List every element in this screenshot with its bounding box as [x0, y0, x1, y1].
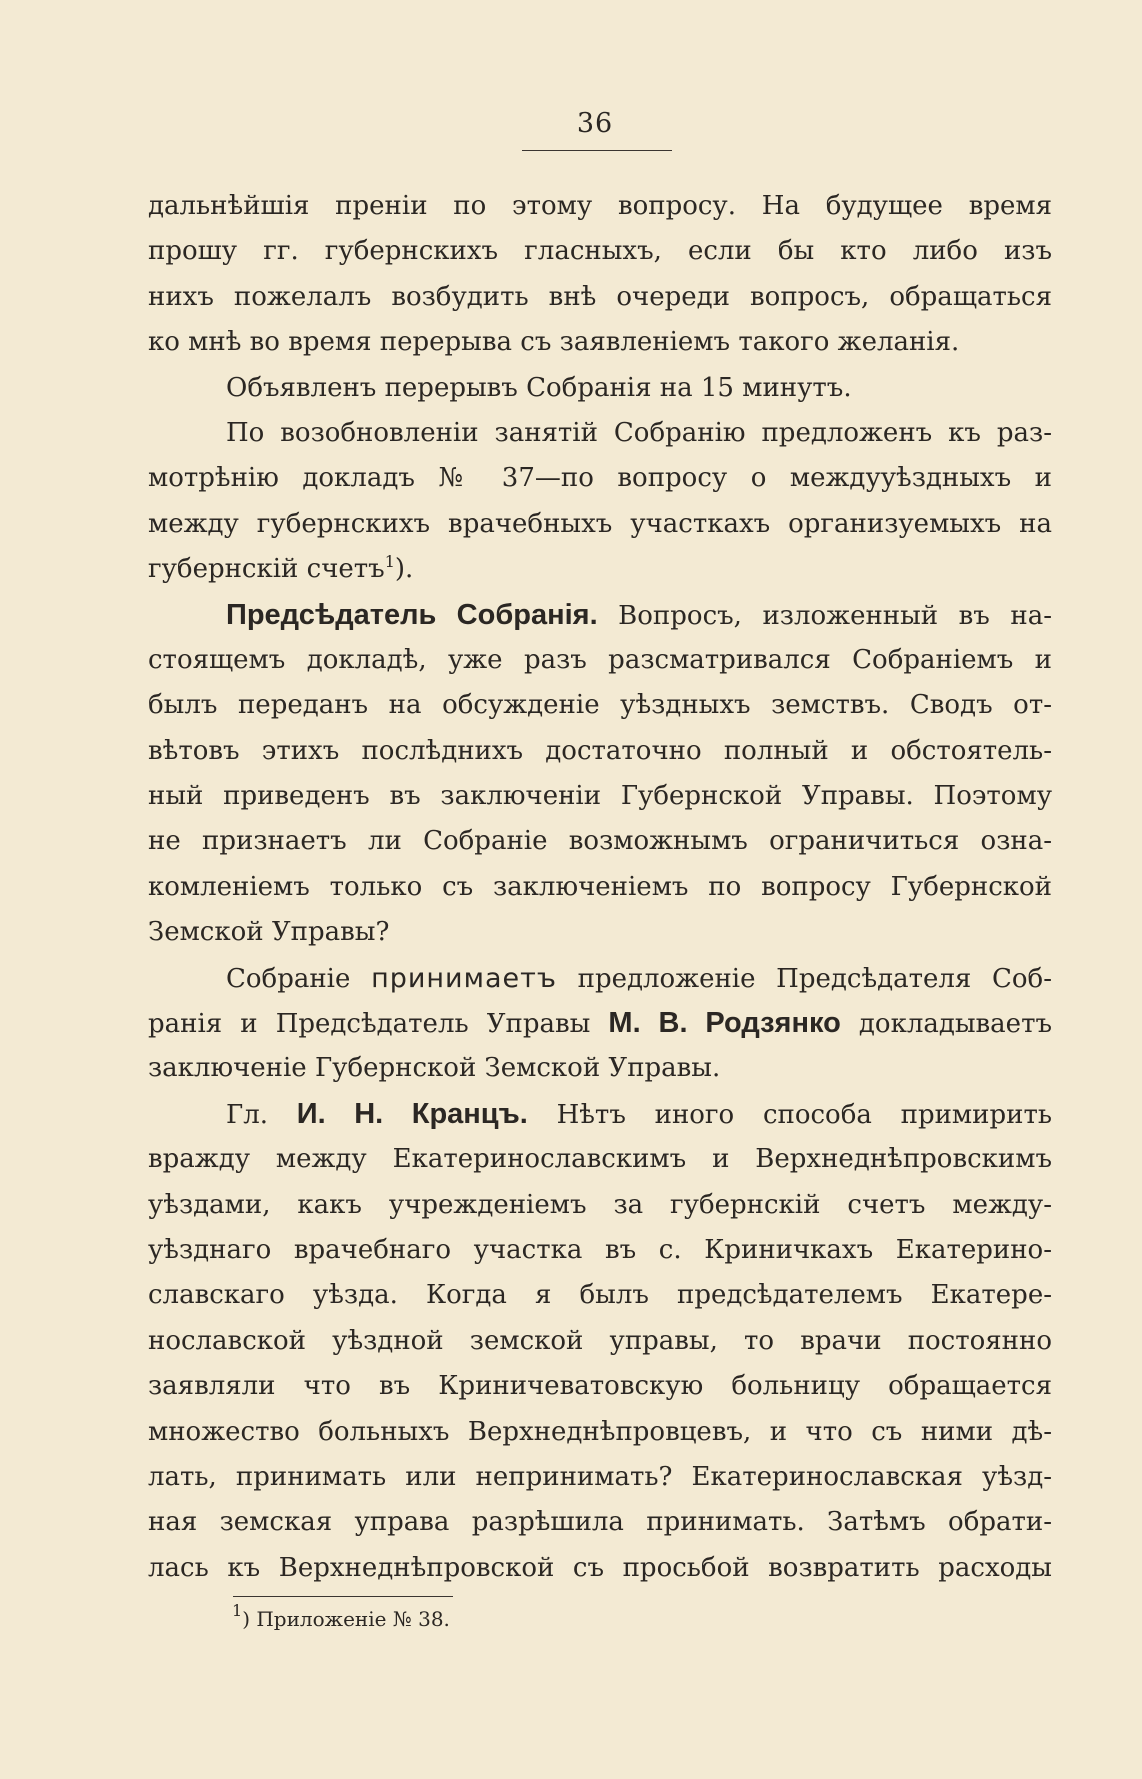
text-line: Собраніе принимаетъ предложеніе Предсѣдателя Соб- — [226, 962, 1052, 994]
footnote-ref: 1 — [384, 552, 395, 572]
text-line: вражду между Екатеринославскимъ и Верхнеднѣпровскимъ — [148, 1144, 1052, 1175]
text-line: нославской уѣздной земской управы, то врачи постоянно — [148, 1325, 1052, 1356]
body-text — [148, 184, 1052, 1591]
text-line: множество больныхъ Верхнеднѣпровцевъ, и что съ ними дѣ- — [148, 1416, 1052, 1447]
text-line: ко мнѣ во время перерыва съ заявленіемъ такого желанія. — [148, 327, 960, 358]
text-line: Объявленъ перерывъ Собранія на 15 минутъ. — [226, 372, 852, 403]
text-line: между губернскихъ врачебныхъ участкахъ организуемыхъ на — [148, 508, 1052, 539]
page-number: 36 — [576, 108, 614, 139]
text-line: По возобновленіи занятій Собранію предложенъ къ раз- — [226, 417, 1052, 448]
text-line: уѣзднаго врачебнаго участка въ с. Криничкахъ Екатерино- — [148, 1234, 1052, 1265]
text-line: славскаго уѣзда. Когда я былъ предсѣдателемъ Екатере- — [148, 1280, 1052, 1311]
text-line: Земской Управы? — [148, 917, 390, 948]
text-line: дальнѣйшія преніи по этому вопросу. На будущее время — [148, 191, 1052, 221]
text-line: Предсѣдатель Собранія. Вопросъ, изложенный въ на- — [226, 598, 1053, 631]
text-line: ный приведенъ въ заключеніи Губернской Управы. Поэтому — [148, 781, 1052, 812]
speaker-name: М. В. Родзянко — [608, 1007, 841, 1040]
text-line: лать, принимать или непринимать? Екатеринославская уѣзд- — [148, 1461, 1052, 1492]
speaker-name: И. Н. Кранцъ. — [296, 1097, 528, 1130]
text-line: стоящемъ докладѣ, уже разъ разсматривался Собраніемъ и — [148, 644, 1052, 675]
footnote-marker: 1 — [232, 1601, 243, 1620]
text-line: заключеніе Губернской Земской Управы. — [148, 1053, 721, 1084]
text-line: не признаетъ ли Собраніе возможнымъ ограничиться озна- — [148, 826, 1052, 857]
speaker-name: Предсѣдатель Собранія. — [226, 598, 598, 631]
text-line: ная земская управа разрѣшила принимать. Затѣмъ обрати- — [148, 1507, 1052, 1538]
text-line: мотрѣнію докладъ № 37—по вопросу о междууѣздныхъ и — [148, 463, 1052, 494]
text-line: прошу гг. губернскихъ гласныхъ, если бы кто либо изъ — [148, 236, 1052, 267]
text-line: вѣтовъ этихъ послѣднихъ достаточно полный и обстоятель- — [148, 735, 1052, 766]
emphasis-text: принимаетъ — [371, 962, 557, 994]
text-line: нихъ пожелалъ возбудить внѣ очереди вопросъ, обращаться — [148, 281, 1052, 312]
text-line: уѣздами, какъ учрежденіемъ за губернскій счетъ между- — [148, 1189, 1052, 1220]
text-line: лась къ Верхнеднѣпровской съ просьбой возвратить расходы — [148, 1552, 1052, 1583]
text-line: Гл. И. Н. Кранцъ. Нѣтъ иного способа примирить — [226, 1097, 1052, 1130]
text-line: заявляли что въ Криничеватовскую больницу обращается — [148, 1371, 1052, 1402]
page-number-rule — [522, 150, 672, 151]
text-line: былъ переданъ на обсужденіе уѣздныхъ земствъ. Сводъ от- — [148, 690, 1052, 721]
text-line: комленіемъ только съ заключеніемъ по вопросу Губернской — [148, 871, 1052, 902]
footnote: $^1$) Приложеніе № 38. — [232, 1601, 450, 1631]
text-line: ранія и Предсѣдатель Управы М. В. Родзянко докладываетъ — [148, 1007, 1052, 1040]
text-line: губернскій счетъ$^1$). — [148, 552, 414, 585]
footnote-rule — [233, 1596, 453, 1597]
